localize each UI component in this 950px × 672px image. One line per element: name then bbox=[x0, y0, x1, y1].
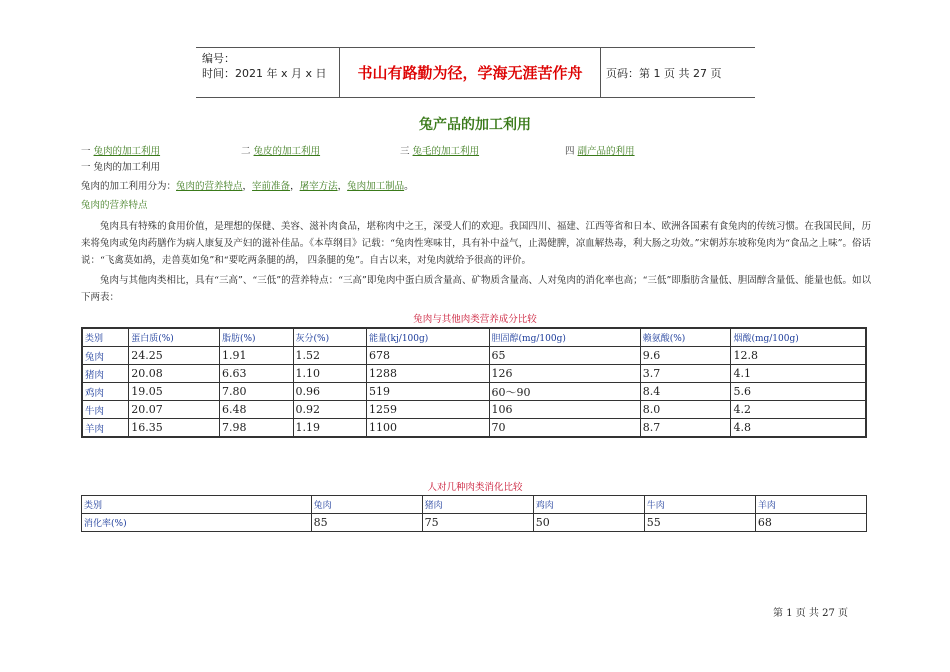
table-cell: 6.63 bbox=[219, 365, 293, 383]
col-header: 牛肉 bbox=[644, 496, 755, 514]
col-header: 猪肉 bbox=[422, 496, 533, 514]
table-cell: 8.7 bbox=[640, 419, 731, 438]
table-cell: 1.91 bbox=[219, 347, 293, 365]
col-header: 类别 bbox=[82, 328, 129, 347]
col-header: 烟酸(mg/100g) bbox=[731, 328, 866, 347]
nav-link-byproducts[interactable]: 副产品的利用 bbox=[577, 146, 635, 157]
table-cell: 70 bbox=[489, 419, 640, 438]
table1-caption: 兔肉与其他肉类营养成分比较 bbox=[413, 314, 537, 325]
paragraph-2: 兔肉与其他肉类相比，具有“三高”、“三低”的营养特点：“三高”即兔肉中蛋白质含量高、矿物质含量高、人对兔肉的消化率也高；“三低”即脂肪含量低、胆固醇含量低、能量也低。如以下两表： bbox=[81, 275, 871, 303]
table-header-row bbox=[82, 496, 867, 514]
table-cell: 9.6 bbox=[640, 347, 731, 365]
table-cell: 106 bbox=[489, 401, 640, 419]
link-products[interactable]: 兔肉加工制品 bbox=[347, 181, 405, 192]
nutrition-table bbox=[81, 327, 867, 438]
table-cell: 7.80 bbox=[219, 383, 293, 401]
nav-link-meat[interactable]: 兔肉的加工利用 bbox=[93, 146, 161, 157]
col-header: 赖氨酸(%) bbox=[640, 328, 731, 347]
table-cell: 75 bbox=[422, 514, 533, 532]
table-row bbox=[82, 347, 866, 365]
table-cell: 1.10 bbox=[293, 365, 367, 383]
table-cell: 猪肉 bbox=[82, 365, 129, 383]
table-cell: 85 bbox=[311, 514, 422, 532]
col-header: 灰分(%) bbox=[293, 328, 367, 347]
table-cell: 4.8 bbox=[731, 419, 866, 438]
table-cell: 0.92 bbox=[293, 401, 367, 419]
table-cell: 8.4 bbox=[640, 383, 731, 401]
col-header: 能量(kj/100g) bbox=[367, 328, 490, 347]
number-label: 编号： bbox=[202, 52, 235, 65]
table-cell: 678 bbox=[367, 347, 490, 365]
table-cell: 1288 bbox=[367, 365, 490, 383]
digestibility-table bbox=[81, 495, 867, 532]
table2-caption: 人对几种肉类消化比较 bbox=[427, 482, 523, 493]
nav-item-wool: 三 兔毛的加工利用 bbox=[400, 146, 480, 157]
intro-line: 兔肉的加工利用分为：兔肉的营养特点，宰前准备，屠宰方法，兔肉加工制品。 bbox=[81, 181, 414, 192]
time-label: 时间：2021 年 x 月 x 日 bbox=[202, 67, 327, 80]
paragraph-1: 兔肉具有特殊的食用价值，是理想的保健、美容、滋补肉食品，堪称肉中之王，深受人们的欢迎。我国四川、福建、江西等省和日本、欧洲各国素有食兔肉的传统习惯。在我国民间，历来将兔肉或兔肉药膳作为病人康复及产妇的滋补佳品。《本草纲目》记载：“兔肉性寒味甘，具有补中益气，止渴健脾，凉血解热毒，利大肠之功效。”宋朝苏东坡称兔肉为“食品之上味”。俗话说：“飞禽莫如鸪，走兽莫如兔”和“要吃两条腿的鸪， 四条腿的兔”。自古以来，对兔肉就给予很高的评价。 bbox=[81, 221, 871, 266]
table-cell: 16.35 bbox=[129, 419, 220, 438]
table-cell: 20.07 bbox=[129, 401, 220, 419]
page-footer: 第 1 页 共 27 页 bbox=[773, 608, 848, 619]
header-slogan: 书山有路勤为径，学海无涯苦作舟 bbox=[339, 48, 601, 97]
nav-item-meat: 一 兔肉的加工利用 bbox=[81, 146, 161, 157]
header-meta bbox=[202, 51, 327, 81]
row-label: 消化率(%) bbox=[82, 514, 312, 532]
nav-link-wool[interactable]: 兔毛的加工利用 bbox=[412, 146, 480, 157]
col-header: 蛋白质(%) bbox=[129, 328, 220, 347]
section-heading: 一 兔肉的加工利用 bbox=[81, 162, 161, 173]
table-cell: 牛肉 bbox=[82, 401, 129, 419]
table-cell: 65 bbox=[489, 347, 640, 365]
table-cell: 4.2 bbox=[731, 401, 866, 419]
table-cell: 60～90 bbox=[489, 383, 640, 401]
table-cell: 68 bbox=[755, 514, 866, 532]
col-header: 鸡肉 bbox=[533, 496, 644, 514]
col-header: 类别 bbox=[82, 496, 312, 514]
table-cell: 24.25 bbox=[129, 347, 220, 365]
document-header bbox=[196, 47, 755, 98]
table-cell: 兔肉 bbox=[82, 347, 129, 365]
table-cell: 鸡肉 bbox=[82, 383, 129, 401]
table-cell: 519 bbox=[367, 383, 490, 401]
nav-item-byproducts: 四 副产品的利用 bbox=[565, 146, 635, 157]
table-header-row bbox=[82, 328, 866, 347]
col-header: 羊肉 bbox=[755, 496, 866, 514]
table-row bbox=[82, 514, 867, 532]
table-row bbox=[82, 401, 866, 419]
col-header: 脂肪(%) bbox=[219, 328, 293, 347]
subheading-nutrition: 兔肉的营养特点 bbox=[81, 200, 148, 211]
table-cell: 8.0 bbox=[640, 401, 731, 419]
table-row bbox=[82, 365, 866, 383]
nav-link-skin[interactable]: 兔皮的加工利用 bbox=[253, 146, 321, 157]
link-preparation[interactable]: 宰前准备 bbox=[252, 181, 291, 192]
table-cell: 6.48 bbox=[219, 401, 293, 419]
table-cell: 4.1 bbox=[731, 365, 866, 383]
col-header: 胆固醇(mg/100g) bbox=[489, 328, 640, 347]
page-title: 兔产品的加工利用 bbox=[419, 117, 531, 133]
link-nutrition[interactable]: 兔肉的营养特点 bbox=[176, 181, 243, 192]
table-cell: 3.7 bbox=[640, 365, 731, 383]
table-cell: 1100 bbox=[367, 419, 490, 438]
table-cell: 19.05 bbox=[129, 383, 220, 401]
nav-item-skin: 二 兔皮的加工利用 bbox=[241, 146, 321, 157]
table-row bbox=[82, 419, 866, 438]
table-cell: 5.6 bbox=[731, 383, 866, 401]
table-cell: 7.98 bbox=[219, 419, 293, 438]
table-cell: 0.96 bbox=[293, 383, 367, 401]
table-cell: 1259 bbox=[367, 401, 490, 419]
table-cell: 126 bbox=[489, 365, 640, 383]
table-cell: 羊肉 bbox=[82, 419, 129, 438]
table-cell: 12.8 bbox=[731, 347, 866, 365]
link-slaughter[interactable]: 屠宰方法 bbox=[299, 181, 338, 192]
table-cell: 20.08 bbox=[129, 365, 220, 383]
table-cell: 1.52 bbox=[293, 347, 367, 365]
table-cell: 1.19 bbox=[293, 419, 367, 438]
header-page-info: 页码：第 1 页 共 27 页 bbox=[606, 66, 722, 80]
col-header: 兔肉 bbox=[311, 496, 422, 514]
table-cell: 50 bbox=[533, 514, 644, 532]
table-row bbox=[82, 383, 866, 401]
table-cell: 55 bbox=[644, 514, 755, 532]
